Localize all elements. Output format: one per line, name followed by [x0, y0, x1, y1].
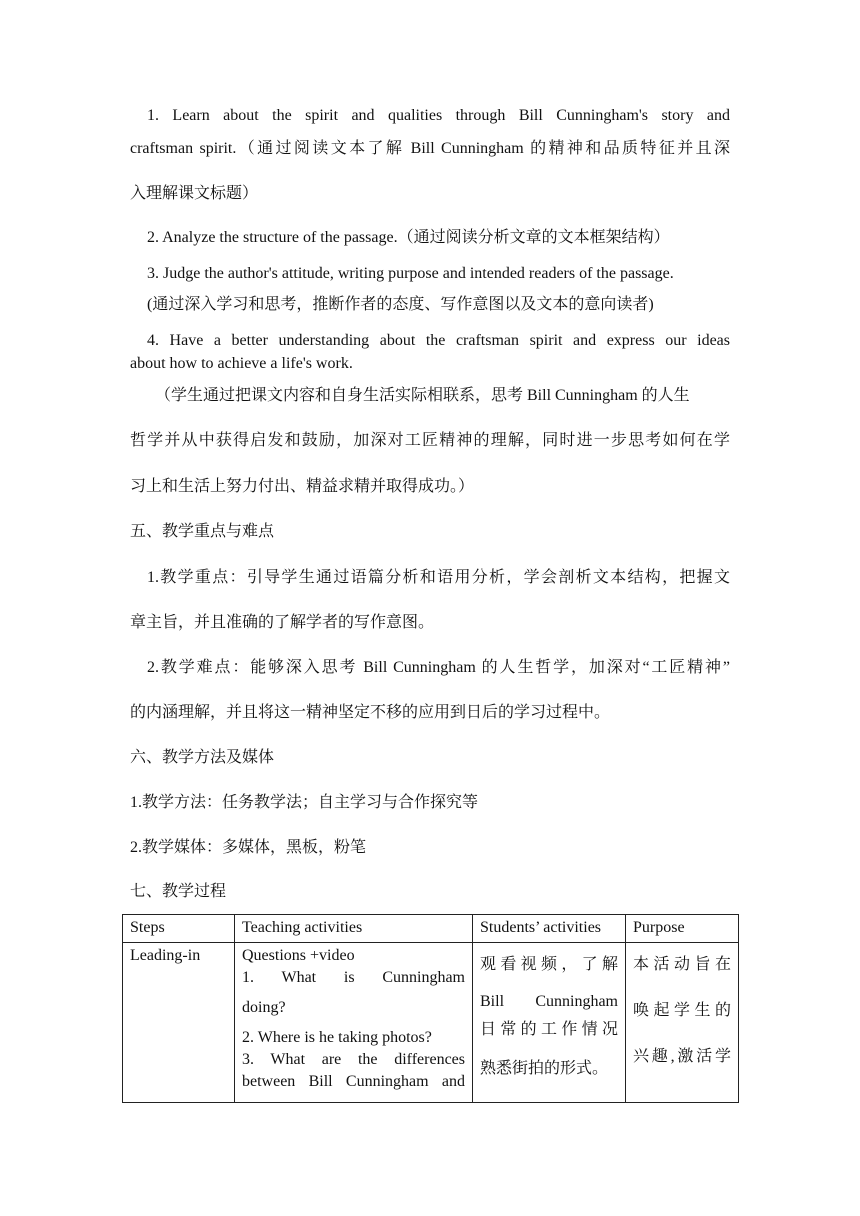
objective-4-line-1: 4. Have a better understanding about the craftsman spirit and express our ideas [147, 332, 730, 349]
students-line-4: 熟悉街拍的形式。 [480, 1060, 609, 1077]
teaching-media: 2.教学媒体：多媒体，黑板，粉笔 [130, 839, 367, 856]
students-line-1: 观看视频，了解 [480, 956, 618, 973]
section-7-heading: 七、教学过程 [130, 883, 227, 900]
objective-1-line-2: craftsman spirit.（通过阅读文本了解 Bill Cunningham 的精神和品质特征并且深 [130, 140, 730, 157]
section-5-heading: 五、教学重点与难点 [130, 523, 275, 540]
objective-2: 2. Analyze the structure of the passage.（通过阅读分析文章的文本框架结构） [147, 229, 670, 246]
students-activities-cell [473, 943, 626, 1103]
students-line-2: Bill Cunningham [480, 993, 618, 1010]
section-6-heading: 六、教学方法及媒体 [130, 749, 275, 766]
purpose-line-1: 本活动旨在 [633, 956, 731, 973]
teaching-line-1: Questions +video [242, 947, 355, 964]
objective-1-line-1: 1. Learn about the spirit and qualities through Bill Cunningham's story and [147, 107, 730, 124]
step-cell: Leading-in [123, 943, 235, 1103]
purpose-line-3: 兴趣,激活学 [633, 1048, 731, 1065]
objective-4-line-2: about how to achieve a life's work. [130, 355, 353, 372]
table-row [123, 943, 739, 1103]
difficulty-line-1: 2.教学难点：能够深入思考 Bill Cunningham 的人生哲学，加深对“工匠精神” [147, 659, 730, 676]
key-point-line-1: 1.教学重点：引导学生通过语篇分析和语用分析，学会剖析文本结构，把握文 [147, 569, 730, 586]
table-header-row [123, 915, 739, 943]
purpose-line-2: 唤起学生的 [633, 1002, 731, 1019]
header-students-activities: Students’ activities [473, 915, 626, 943]
teaching-line-4: 2. Where is he taking photos? [242, 1029, 432, 1046]
teaching-process-table [122, 914, 739, 1103]
objective-3-line-2: (通过深入学习和思考，推断作者的态度、写作意图以及文本的意向读者) [147, 296, 654, 313]
students-line-3: 日常的工作情况 [480, 1021, 618, 1038]
difficulty-line-2: 的内涵理解，并且将这一精神坚定不移的应用到日后的学习过程中。 [130, 704, 611, 721]
header-purpose: Purpose [626, 915, 739, 943]
objective-4-line-5: 习上和生活上努力付出、精益求精并取得成功。） [130, 478, 475, 495]
teaching-activities-cell [235, 943, 473, 1103]
objective-1-line-3: 入理解课文标题） [130, 185, 259, 202]
objective-3-line-1: 3. Judge the author's attitude, writing purpose and intended readers of the passage. [147, 265, 674, 282]
teaching-line-2: 1. What is Cunningham [242, 969, 465, 986]
header-steps: Steps [123, 915, 235, 943]
purpose-cell [626, 943, 739, 1103]
objective-4-line-3: （学生通过把课文内容和自身生活实际相联系，思考 Bill Cunningham 的人生 [155, 387, 690, 404]
teaching-line-3: doing? [242, 999, 286, 1016]
teaching-line-5: 3. What are the differences [242, 1051, 465, 1068]
header-teaching-activities: Teaching activities [235, 915, 473, 943]
objective-4-line-4: 哲学并从中获得启发和鼓励，加深对工匠精神的理解，同时进一步思考如何在学 [130, 432, 730, 449]
teaching-line-6: between Bill Cunningham and [242, 1073, 465, 1090]
teaching-methods: 1.教学方法：任务教学法；自主学习与合作探究等 [130, 794, 479, 811]
key-point-line-2: 章主旨，并且准确的了解学者的写作意图。 [130, 614, 435, 631]
